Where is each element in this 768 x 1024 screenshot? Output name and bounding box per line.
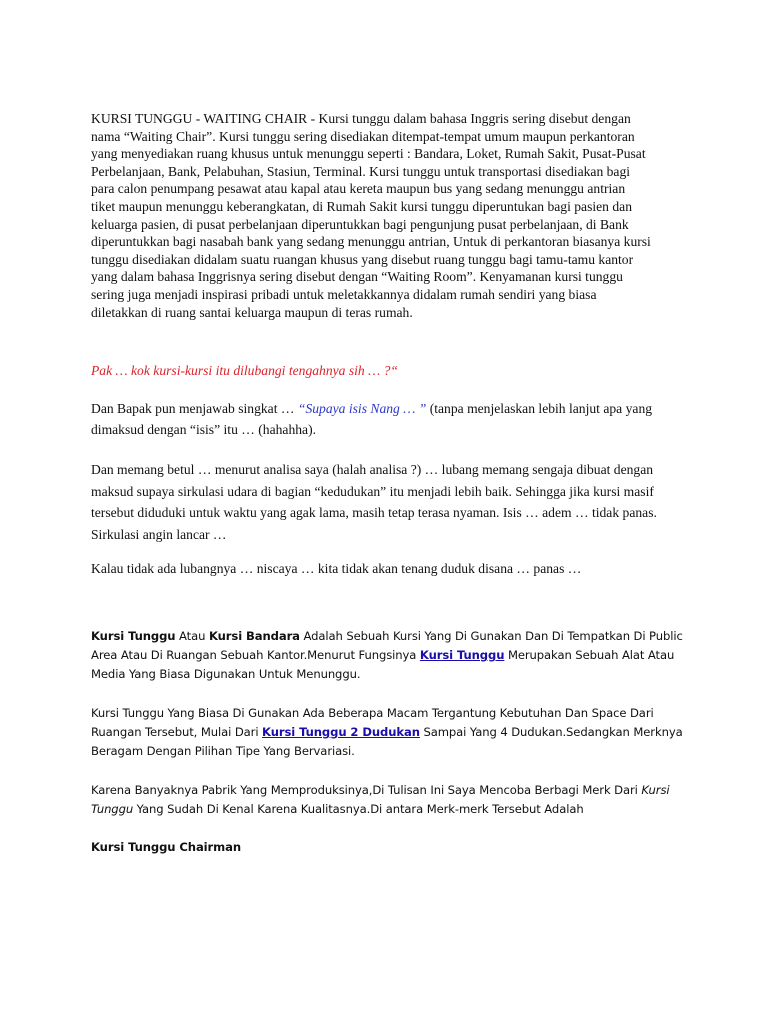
text: Adalah Sebuah Kursi Yang Di Gunakan Dan Di Tempatkan Di Public Area Atau Di Ruangan Sebuah Kantor.Menurut Fungsinya: [91, 629, 683, 662]
chairman-heading: [91, 838, 241, 857]
definition-paragraph: [91, 627, 691, 684]
intro-paragraph: [91, 110, 651, 321]
bold-kursi-tunggu: Kursi Tunggu: [91, 629, 176, 643]
bold-kursi-bandara: Kursi Bandara: [208, 629, 300, 643]
kursi-tunggu-2-dudukan-link[interactable]: Kursi Tunggu 2 Dudukan: [262, 725, 420, 739]
text: Yang Sudah Di Kenal Karena Kualitasnya.Di antara Merk-merk Tersebut Adalah: [133, 802, 584, 816]
italic-kursi-tunggu: Kursi Tunggu: [91, 783, 670, 816]
answer-paragraph: [91, 398, 666, 440]
answer-before: Dan Bapak pun menjawab singkat …: [91, 401, 298, 416]
text: Kursi Tunggu Yang Biasa Di Gunakan Ada Beberapa Macam Tergantung Kebutuhan Dan Space Dari Ruangan Tersebut, Mulai Dari: [91, 706, 654, 739]
answer-after: (tanpa menjelaskan lebih lanjut apa yang dimaksud dengan “isis” itu … (hahahha).: [91, 401, 653, 437]
brands-paragraph: [91, 781, 691, 819]
conclusion-line: Kalau tidak ada lubangnya … niscaya … kita tidak akan tenang duduk disana … panas …: [91, 561, 582, 576]
question-line: Pak … kok kursi-kursi itu dilubangi tengahnya sih … ?“: [91, 363, 398, 378]
answer-quote: “Supaya isis Nang … ”: [297, 401, 427, 416]
text: Sampai Yang 4 Dudukan.Sedangkan Merknya Beragam Dengan Pilihan Tipe Yang Bervariasi.: [91, 725, 683, 758]
intro-title: KURSI TUNGGU - WAITING CHAIR: [91, 111, 308, 126]
analysis-paragraph: Dan memang betul … menurut analisa saya (halah analisa ?) … lubang memang sengaja dibuat dengan maksud supaya sirkulasi udara di bagian “kedudukan” itu menjadi lebih baik. Sehingga jika kursi masif tersebut diduduki untuk waktu yang agak lama, masih tetap terasa nyaman. Isis … adem … tidak panas. Sirkulasi angin lancar …: [91, 462, 657, 542]
text: Karena Banyaknya Pabrik Yang Memproduksinya,Di Tulisan Ini Saya Mencoba Berbagi Merk Dari: [91, 783, 642, 797]
kursi-tunggu-link[interactable]: Kursi Tunggu: [419, 648, 505, 662]
text: Merupakan Sebuah Alat Atau Media Yang Biasa Digunakan Untuk Menunggu.: [91, 648, 675, 681]
intro-body: - Kursi tunggu dalam bahasa Inggris sering disebut dengan nama “Waiting Chair”. Kursi tunggu sering disediakan ditempat-tempat umum maupun perkantoran yang menyediakan ruang khusus untuk menunggu seperti : Bandara, Loket, Rumah Sakit, Pusat-Pusat Perbelanjaan, Bank, Pelabuhan, Stasiun, Terminal. Kursi tunggu untuk transportasi disediakan bagi para calon penumpang pesawat atau kapal atau kereta maupun bus yang sedang menunggu antrian tiket maupun menunggu keberangkatan, di Rumah Sakit kursi tunggu diperuntukan bagi pasien dan keluarga pasien, di pusat perbelanjaan diperuntukkan bagi pengunjung pusat perbelanjaan, di Bank diperuntukkan bagi nasabah bank yang sedang menunggu antrian, Untuk di perkantoran biasanya kursi tunggu disediakan didalam suatu ruangan khusus yang disebut ruang tunggu bagi tamu-tamu kantor yang dalam bahasa Inggrisnya sering disebut dengan “Waiting Room”. Kenyamanan kursi tunggu sering juga menjadi inspirasi pribadi untuk meletakkannya didalam rumah sendiri yang biasa diletakkan di ruang santai keluarga maupun di teras rumah.: [91, 111, 651, 320]
types-paragraph: [91, 704, 691, 761]
text: Atau: [175, 629, 209, 643]
chairman-heading-text: Kursi Tunggu Chairman: [91, 840, 242, 854]
